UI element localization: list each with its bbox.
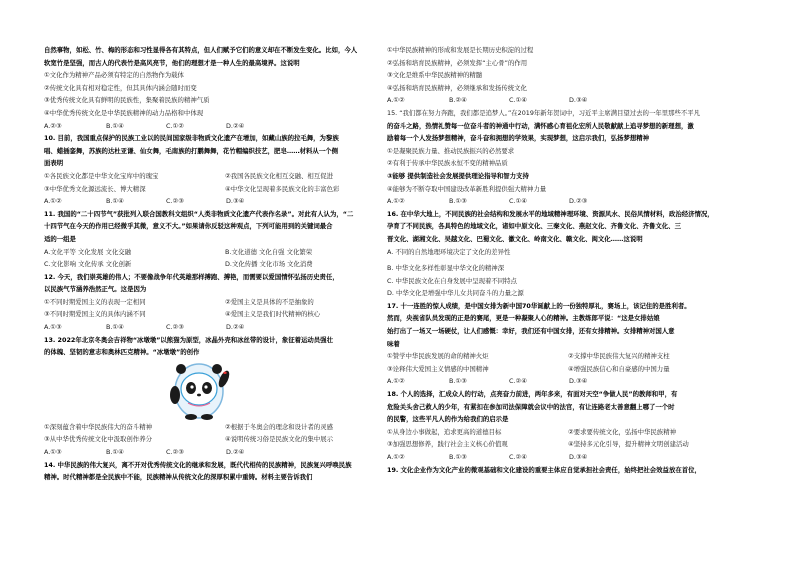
question-text: 17. 十一连胜的惊人成绩，是中国女排为新中国70华诞献上的一份独特厚礼，赛场上，该记住的是胜利者。 (387, 301, 691, 310)
question-text: 的民警，这些平凡人的作为给我们的启示是 (387, 415, 509, 424)
statement: ③诠释伟大爱国主义情感的中国精神 (387, 364, 489, 373)
option: D.②④ (226, 448, 245, 457)
text-line: ①文化作为精神产品必须有特定的自然物作为载体 (44, 71, 184, 80)
text-line: ③优秀传统文化具有鲜明的民族性，集聚着民族的精神气质 (44, 96, 210, 105)
mascot-figure (44, 359, 406, 421)
option: A.①③ (44, 448, 62, 457)
option: B.①③ (449, 453, 467, 461)
statement: ②支撑中华民族伟大复兴的精神支柱 (568, 352, 670, 361)
option: B.②④ (449, 96, 467, 105)
option: A. 不同的自然地理环境决定了文化的差异性 (387, 247, 511, 256)
question-text: 15. “我们都在努力奔跑，我们都是追梦人。”在2019年新年贺词中，习近平主席满目望过去的一年里那些不平凡 (387, 108, 701, 117)
option: B.①④ (106, 448, 124, 457)
option: A.文化平等 文化发展 文化交融 (44, 247, 132, 256)
question-text: 危险关头舍己救人的少年，有紧扣在参加司法保障就会议中的法官，有让连路老太善意翻上哪了一个时 (387, 402, 675, 411)
answer-options (387, 94, 749, 107)
option: A.②③ (44, 121, 62, 130)
option: B.①③ (449, 197, 467, 206)
option: C.①④ (509, 197, 527, 206)
option: A.①② (44, 197, 62, 206)
statement: ③文化是维系中华民族精神的精髓 (387, 71, 483, 80)
question-text: 16. 在中华大地上，不同民族的社会结构和发展水平的地域精神理环境、资源风水、民俗风情材料，政治经济情况， (387, 209, 714, 218)
statement-pair (44, 308, 406, 321)
statement: ②我国各民族文化相互交融、相互促进 (225, 171, 333, 180)
statement: ③不同时期爱国主义的具体内涵不同 (44, 310, 146, 319)
question-text: 14. 中华民族的伟大复兴，离不开对优秀传统文化的继承和发展，既代代相传的民族精神，民族复兴呼唤民族 (44, 460, 352, 469)
option: B.①④ (106, 121, 124, 130)
statement: ④说明传统习俗是民族文化的集中展示 (225, 435, 333, 444)
text-line: 软宽竹是坚强，而古人的代表竹是高风亮节，他们的理想才是一种人生的最高境界。这说明 (44, 58, 300, 67)
option: C.②④ (509, 377, 527, 386)
statement: ①不同时期爱国主义的表现一定相同 (44, 297, 146, 306)
option: B. 中华文化多样性彰显中华文化的精神深 (387, 264, 505, 273)
statement-pair (44, 170, 406, 183)
question-text: 始打出了一场又一场硬仗，让人们感慨：幸好，我们还有中国女排，还有女排精神。女排精神对国人意 (387, 327, 675, 336)
question-text: 以民族气节涵养浩然正气。这是因为 (44, 285, 147, 294)
statement: ②爱国主义是具体的不是抽象的 (225, 297, 314, 306)
question-text: 然而，央视省队员发现的正是的赛尾，更是一种凝聚人心的精神。主教练郎平说：“这是女排姑娘 (387, 314, 660, 323)
question-text: 晋文化、湖湘文化、吴越文化、巴蜀文化、徽文化、岭南文化、赣文化、闽文化……这说明 (387, 234, 643, 243)
option: D.文化传播 文化市场 文化消费 (225, 260, 313, 269)
statement: ④中华文化呈现着多民族文化的丰富色彩 (225, 184, 340, 193)
answer-options (44, 321, 406, 334)
option: B.①④ (106, 323, 124, 332)
question-text: 孕育了不同民族，各具特色的地域文化，诸如中原文化、三秦文化、燕赵文化、齐鲁文化、齐鲁文化、三 (387, 222, 681, 231)
option: A.①② (387, 96, 405, 105)
statement-pair (387, 363, 749, 376)
option: D.③④ (569, 377, 588, 386)
option-pair (44, 246, 406, 259)
option: A.①② (387, 197, 405, 206)
statement: ②要求要传统文化，弘扬中华民族精神 (568, 427, 676, 436)
statement: ④坚持多元化引导，提升精神文明创建活动 (568, 440, 689, 449)
question-text: 12. 今天，我们崇英雄的伟人；不要像战争年代英雄那样搏跑、搏艳，而需要以爱国情怀弘扬历史责任， (44, 272, 339, 281)
option: A.①③ (44, 323, 62, 332)
question-text: 精神。时代精神都是全民族中不能，民族精神从传统文化的深厚积累中重铸。材料主要告诉我们 (44, 473, 313, 482)
text-line: ④中华优秀传统文化是中华民族精神的动力品格和中体现 (44, 108, 204, 117)
bing-dwen-dwen-mascot-image (164, 359, 234, 421)
option: D.②④ (226, 323, 245, 332)
question-text: 10. 目前，我国重点保护的民族工业以的民间国家级非物质文化遗产在增加，如藏山族的拉毛舞，为黎族 (44, 134, 339, 143)
option: C.①④ (509, 96, 527, 105)
option: C.②③ (166, 448, 184, 457)
answer-options (44, 195, 406, 208)
option: C.①② (166, 121, 184, 130)
option: C. 中华民族文化在自身发展中呈现着不同特点 (387, 276, 517, 285)
option: D.③④ (226, 197, 245, 206)
option: C.文化影响 文化传承 文化创新 (44, 260, 132, 269)
right-column (387, 44, 749, 476)
statement: ④弘扬和培育民族精神，必须继承和发扬传统文化 (387, 83, 527, 92)
question-text: 的体魄、坚韧的意志和奥林匹克精神。“冰墩墩”的创作 (44, 348, 200, 357)
statement: ①赞学中华民族发展的命的精神火炬 (387, 352, 489, 361)
option: C.②③ (166, 323, 184, 332)
statement: ④增强民族信心和自豪感的中国力量 (568, 364, 670, 373)
statement-pair (44, 296, 406, 309)
option: D.③④ (569, 96, 588, 105)
statement: ②有利于传承中华民族永恒不变的精神品质 (387, 159, 508, 168)
statement-pair (387, 426, 749, 439)
statement: ①是凝聚民族力量、推动民族振兴的必然要求 (387, 146, 515, 155)
answer-options (387, 451, 749, 464)
question-text: 18. 个人的选择，汇成众人的行动，点亮奋力前进，两年多来，有面对天空“争做人民”的教师和甲，有 (387, 390, 678, 399)
option: C.②③ (166, 197, 184, 206)
option-pair (44, 258, 406, 271)
option: B.文化道德 文化自强 文化繁荣 (225, 247, 313, 256)
statement-pair (44, 421, 406, 434)
question-text: 11. 我国的“二十四节气”获批列入联合国教科文组织“人类非物质文化遗产代表作名录”。对此有人认为，“二 (44, 209, 354, 218)
answer-options (387, 375, 749, 388)
question-text: 面表明 (44, 159, 64, 168)
question-text: 味着 (387, 339, 400, 348)
option: D.②③ (569, 197, 588, 206)
question-text: 13. 2022年北京冬奥会吉祥物“冰墩墩”以熊猫为原型，冰晶外壳和冰丝带的设计，象征着运动员强壮 (44, 335, 333, 344)
text-line: 自然事物，如松、竹、梅的形态和习性显得各有其特点，但人们赋予它们的意义却在不断发生变化。比如，今人 (44, 46, 358, 54)
option: D.②④ (226, 121, 245, 130)
option: B.①③ (449, 377, 467, 386)
question-text: 十四节气在今天的作用已经微乎其微，意义不大。”如果请你反驳这种观点，下列可能用到的关键词最合 (44, 222, 333, 231)
statement: ③能够 提供制造社会发展提供理论指导和智力支持 (387, 171, 529, 180)
option: B.①④ (106, 197, 124, 206)
statement-pair (44, 183, 406, 196)
statement: ④爱国主义是我们时代精神的核心 (225, 310, 321, 319)
statement: ①从身边小事做起，追求更高的道德目标 (387, 427, 502, 436)
option: C.②④ (509, 453, 527, 461)
option: A.①② (387, 453, 405, 461)
statement: ③加强思想修养，践行社会主义核心价值观 (387, 440, 508, 449)
statement: ②弘扬和培育民族精神，必须发挥“主心骨”的作用 (387, 58, 528, 67)
statement: ④能够为不断夺取中国建设改革新胜利提供强大精神力量 (387, 184, 547, 193)
text-line: ②传统文化具有相对稳定性，但其具体内涵会随时而变 (44, 83, 197, 92)
answer-options (44, 446, 406, 459)
option: A.①② (387, 377, 405, 386)
statement: ①各民族文化都是中华文化宝库中的瑰宝 (44, 171, 159, 180)
statement: ①深刻蕴含着中华民族伟大的奋斗精神 (44, 422, 152, 431)
answer-options (387, 195, 749, 208)
answer-options (44, 120, 406, 133)
option: D.③④ (569, 453, 588, 461)
question-text: 的奋斗之路，热情礼赞每一位奋斗者的神通中行动，满怀感心育祖化宏所人民敬献献上追寻梦想的新理想，激 (387, 121, 694, 130)
question-text: 唱、蜡插銮舞，苏族的达杜亚谦、仙女舞，毛南族的打鹏舞舞，花竹帽编织技艺，肥皂……材料从一个侧 (44, 146, 338, 155)
statement: ②根据于冬奥会的理念和设计者的灵感 (225, 422, 333, 431)
statement: ③中华优秀文化源远流长、博大精深 (44, 184, 146, 193)
left-column (44, 44, 406, 484)
question-text: 适的一组是 (44, 234, 76, 243)
statement: ③从中华优秀传统文化中汲取创作养分 (44, 435, 152, 444)
statement-pair (387, 350, 749, 363)
question-text: 励着每一个人发扬梦想精神，奋斗奋和拥想的学效果，实现梦想，这启示我们，弘扬梦想精神 (387, 134, 650, 143)
question-text: 19. 文化企业作为文化产业的微观基础和文化建设的重要主体应自觉承担社会责任，始终把社会效益放在首位， (387, 465, 701, 474)
statement: ①中华民族精神的形成和发展是长期历史积淀的过程 (387, 46, 534, 54)
statement-pair (44, 433, 406, 446)
option: D. 中华文化是增强中华儿女共同奋斗的力量之源 (387, 289, 524, 298)
statement-pair (387, 438, 749, 451)
